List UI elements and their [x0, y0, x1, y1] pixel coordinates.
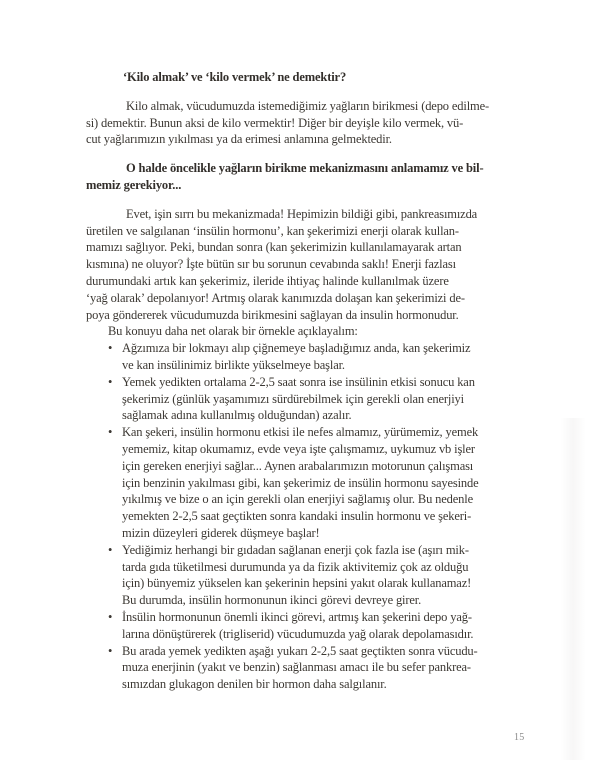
- text-line: Bu konuyu daha net olarak bir örnekle açıklayalım:: [108, 324, 358, 339]
- text-line: tarda gıda tüketilmesi durumunda ya da fizik aktivitemiz çok az olduğu: [122, 559, 469, 574]
- bullet-icon: •: [108, 425, 113, 440]
- section-heading: ‘Kilo almak’ ve ‘kilo vermek’ ne demektir?: [123, 70, 347, 84]
- bullet-item: [86, 340, 520, 374]
- text-line: memiz gerekiyor...: [86, 177, 182, 192]
- bullet-item: [86, 424, 520, 542]
- text-line: yemekten 2-2,5 saat geçtikten sonra kandaki insulin hormonu ve şekeri-: [122, 509, 472, 524]
- text-line: sımızdan glukagon denilen bir hormon daha salgılanır.: [122, 677, 387, 692]
- text-line: için benzinin yakılması gibi, kan şekerimiz de insülin hormonu sayesinde: [122, 475, 479, 490]
- bullet-item: [86, 374, 520, 424]
- bullet-icon: •: [108, 542, 113, 557]
- section-heading-block: [123, 69, 520, 86]
- text-line: yememiz, kitap okumamız, evde veya işte çalışmamız, uykumuz vb işler: [122, 441, 475, 456]
- text-line: Kilo almak, vücudumuzda istemediğimiz yağların birikmesi (depo edilme-: [126, 98, 490, 113]
- text-line: cut yağlarımızın yıkılması ya da erimesi anlamına gelmektedir.: [86, 132, 392, 147]
- paragraph: [86, 206, 520, 324]
- text-line: üretilen ve salgılanan ‘insülin hormonu’, kan şekerimizi enerji olarak kullan-: [86, 223, 459, 238]
- text-line: larına dönüştürerek (trigliserid) vücudumuzda yağ olarak depolamasıdır.: [122, 626, 474, 641]
- paragraph: [86, 98, 520, 148]
- text-line: mamızı sağlıyor. Peki, bundan sonra (kan şekerimizin kullanılamayarak artan: [86, 240, 462, 255]
- text-line: Evet, işin sırrı bu mekanizmada! Hepimizin bildiği gibi, pankreasımızda: [126, 206, 478, 221]
- text-line: için) bünyemiz yükselen kan şekerinin hepsini yakıt olarak kullanamaz!: [122, 576, 472, 591]
- text-line: şekerimiz (günlük yaşamımızı sürdürebilmek için gerekli olan enerjiyi: [122, 391, 464, 406]
- text-line: muza enerjinin (yakıt ve benzin) sağlanması amacı ile bu sefer pankrea-: [122, 660, 471, 675]
- text-line: poya göndererek vücudumuzda birikmesini sağlayan da insulin hormonudur.: [86, 307, 459, 322]
- bullet-icon: •: [108, 609, 113, 624]
- text-line: kısmına) ne oluyor? İşte bütün sır bu sorunun cevabında saklı! Enerji fazlası: [86, 257, 456, 272]
- text-line: Bu durumda, insülin hormonunun ikinci görevi devreye girer.: [122, 593, 422, 608]
- text-line: için gereken enerjiyi sağlar... Aynen arabalarımızın motorunun çalışması: [122, 458, 474, 473]
- text-line: Ağzımıza bir lokmayı alıp çiğnemeye başladığımız anda, kan şekerimiz: [122, 341, 471, 356]
- bullet-item: [86, 643, 520, 693]
- example-intro: [86, 323, 520, 340]
- text-line: si) demektir. Bunun aksi de kilo vermektir! Diğer bir deyişle kilo vermek, vü-: [86, 115, 464, 130]
- text-line: ‘yağ olarak’ depolanıyor! Artmış olarak kanımızda dolaşan kan şekerimizi de-: [86, 290, 465, 305]
- bullet-icon: •: [108, 341, 113, 356]
- paragraph-bold: [86, 160, 520, 194]
- text-line: Yediğimiz herhangi bir gıdadan sağlanan enerji çok fazla ise (aşırı mik-: [122, 542, 469, 557]
- text-line: Bu arada yemek yedikten aşağı yukarı 2-2,5 saat geçtikten sonra vücudu-: [122, 643, 478, 658]
- text-line: Kan şekeri, insülin hormonu etkisi ile nefes almamız, yürümemiz, yemek: [122, 425, 479, 440]
- page-number: 15: [514, 732, 525, 743]
- bullet-icon: •: [108, 643, 113, 658]
- text-line: O halde öncelikle yağların birikme mekanizmasını anlamamız ve bil-: [126, 161, 484, 176]
- text-line: durumundaki artık kan şekerimiz, ileride ihtiyaç halinde kullanılmak üzere: [86, 273, 449, 288]
- bullet-icon: •: [108, 374, 113, 389]
- text-line: yıkılmış ve bize o an için gerekli olan enerjiyi sağlamış olur. Bu nedenle: [122, 492, 473, 507]
- text-line: ve kan insülinimiz birlikte yükselmeye başlar.: [122, 357, 345, 372]
- bullet-item: [86, 542, 520, 609]
- text-line: Yemek yedikten ortalama 2-2,5 saat sonra ise insülinin etkisi sonucu kan: [122, 374, 475, 389]
- text-line: İnsülin hormonunun önemli ikinci görevi, artmış kan şekerini depo yağ-: [122, 609, 472, 624]
- bullet-item: [86, 609, 520, 643]
- text-line: sağlamak adına kullanılmış olduğundan) azalır.: [122, 408, 352, 423]
- text-line: mizin düzeyleri giderek düşmeye başlar!: [122, 525, 320, 540]
